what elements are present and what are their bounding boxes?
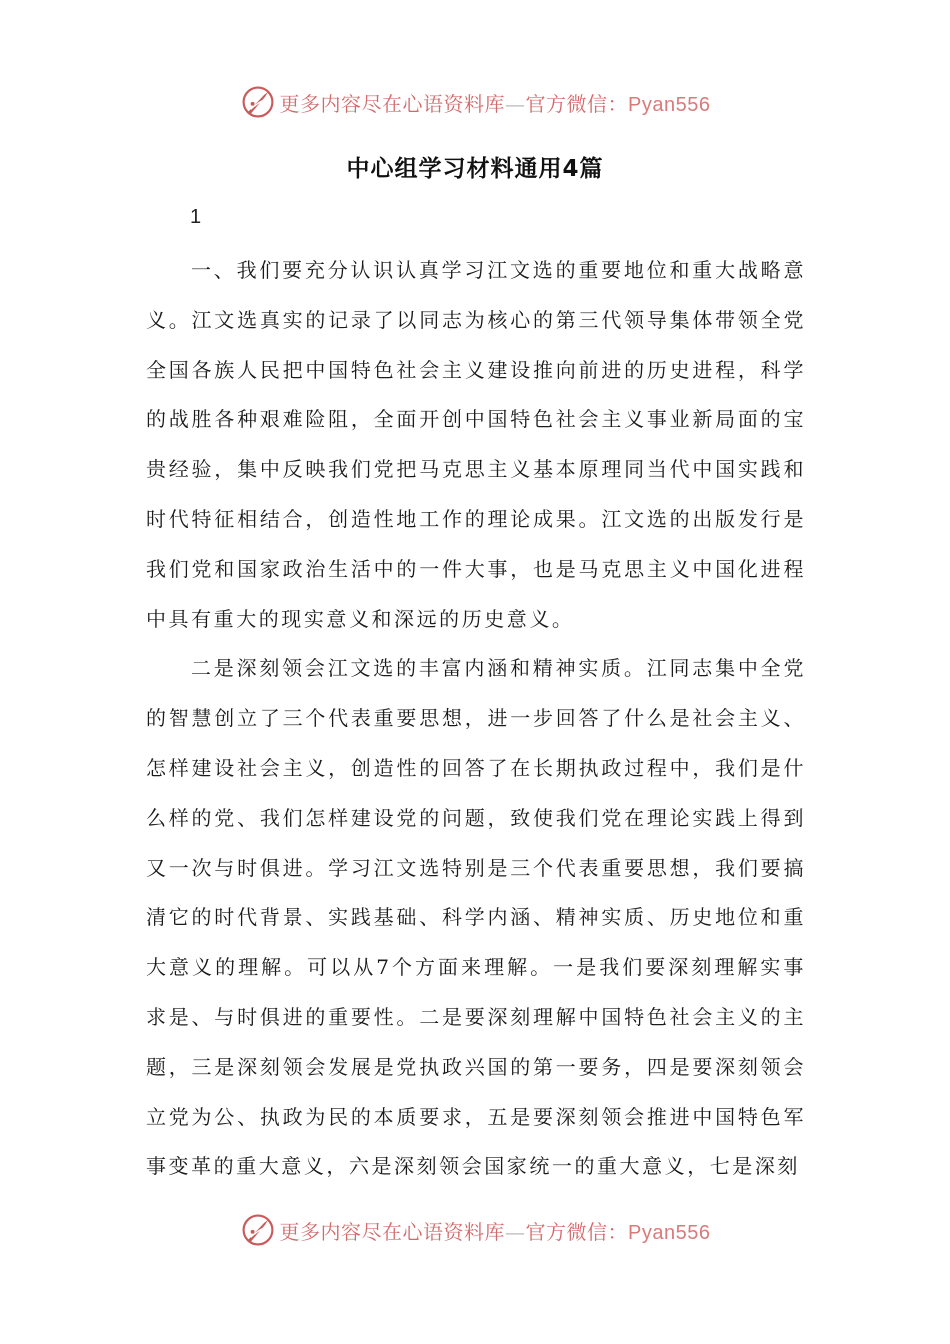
banner-main-text: 更多内容尽在心语资料库 [279, 91, 506, 116]
banner-contact-label: 官方微信： [525, 1219, 629, 1244]
document-body [146, 246, 806, 1192]
document-title: 中心组学习材料通用4篇 [346, 156, 604, 182]
section-number: 1 [190, 206, 202, 228]
banner-separator: — [505, 1219, 526, 1244]
banner-main-text: 更多内容尽在心语资料库 [279, 1219, 506, 1244]
banner-contact-label: 官方微信： [525, 91, 629, 116]
pen-nib-logo-icon [240, 1212, 276, 1248]
footer-watermark-banner [0, 1208, 950, 1252]
banner-separator: — [505, 91, 526, 116]
paragraph: 一、我们要充分认识认真学习江文选的重要地位和重大战略意义。江文选真实的记录了以同志为核心的第三代领导集体带领全党全国各族人民把中国特色社会主义建设推向前进的历史进程，科学的战胜各种艰难险阻，全面开创中国特色社会主义事业新局面的宝贵经验，集中反映我们党把马克思主义基本原理同当代中国实践和时代特征相结合，创造性地工作的理论成果。江文选的出版发行是我们党和国家政治生活中的一件大事，也是马克思主义中国化进程中具有重大的现实意义和深远的历史意义。 [146, 258, 806, 631]
header-watermark-banner [0, 80, 950, 124]
paragraph: 二是深刻领会江文选的丰富内涵和精神实质。江同志集中全党的智慧创立了三个代表重要思想，进一步回答了什么是社会主义、怎样建设社会主义，创造性的回答了在长期执政过程中，我们是什么样的党、我们怎样建设党的问题，致使我们党在理论实践上得到又一次与时俱进。学习江文选特别是三个代表重要思想，我们要搞清它的时代背景、实践基础、科学内涵、精神实质、历史地位和重大意义的理解。可以从7个方面来理解。一是我们要深刻理解实事求是、与时俱进的重要性。二是要深刻理解中国特色社会主义的主题，三是深刻领会发展是党执政兴国的第一要务，四是要深刻领会立党为公、执政为民的本质要求，五是要深刻领会推进中国特色军事变革的重大意义，六是深刻领会国家统一的重大意义，七是深刻 [146, 656, 806, 1179]
banner-wechat-id: Pyan556 [628, 93, 711, 116]
banner-wechat-id: Pyan556 [628, 1221, 711, 1244]
pen-nib-logo-icon [240, 84, 276, 120]
